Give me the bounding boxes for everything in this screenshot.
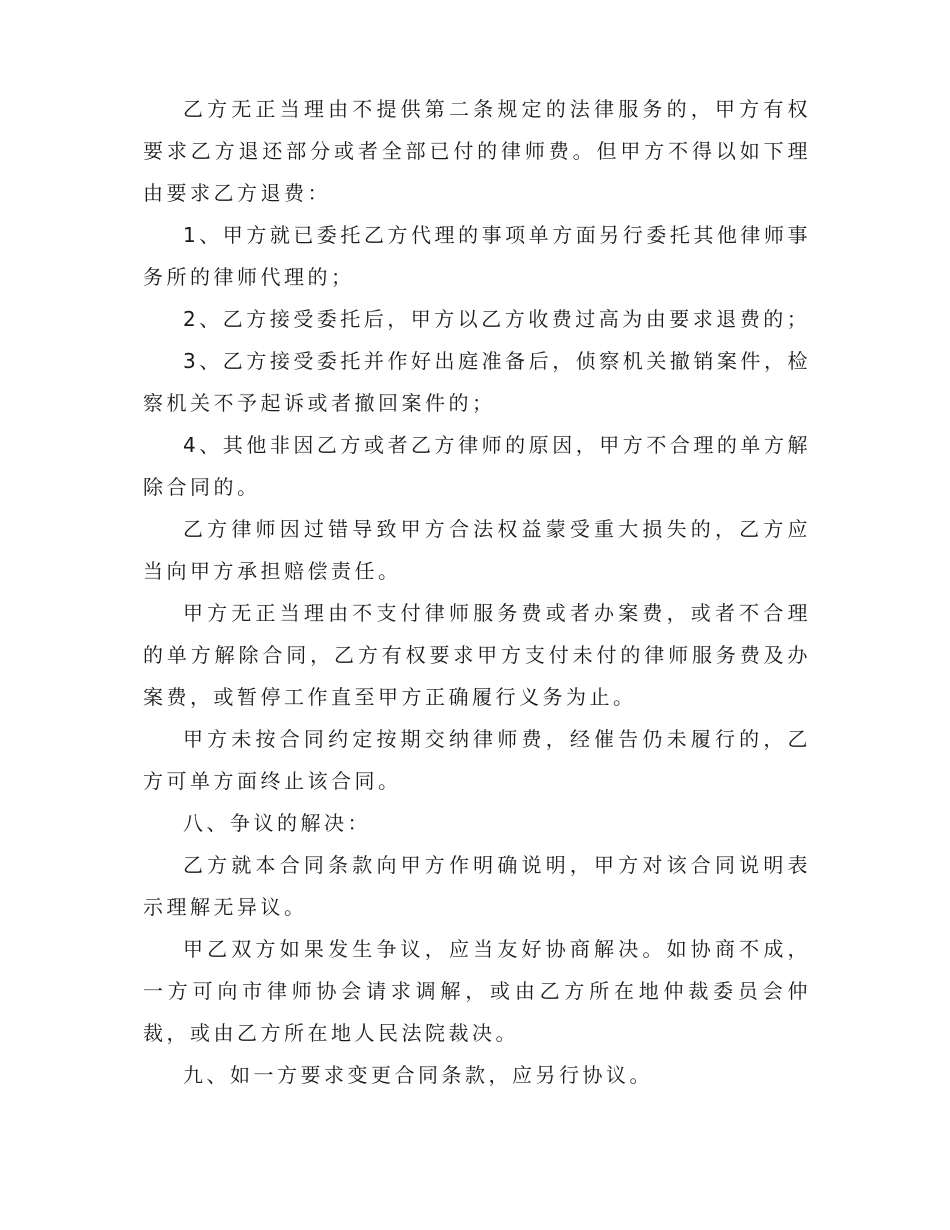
section-heading-amendment: 九、如一方要求变更合同条款，应另行协议。: [183, 1063, 653, 1087]
document-body: [143, 88, 811, 1096]
paragraph-termination: 甲方未按合同约定按期交纳律师费，经催告仍未履行的，乙方可单方面终止该合同。: [143, 727, 811, 793]
paragraph-item-4: 4、其他非因乙方或者乙方律师的原因，甲方不合理的单方解除合同的。: [143, 433, 811, 499]
section-heading-dispute: 八、争议的解决：: [183, 811, 371, 835]
paragraph-item-1: 1、甲方就已委托乙方代理的事项单方面另行委托其他律师事务所的律师代理的；: [143, 223, 811, 289]
paragraph-unpaid-fees: 甲方无正当理由不支付律师服务费或者办案费，或者不合理的单方解除合同，乙方有权要求甲方支付未付的律师服务费及办案费，或暂停工作直至甲方正确履行义务为止。: [143, 601, 811, 709]
paragraph-refund-conditions: 乙方无正当理由不提供第二条规定的法律服务的，甲方有权要求乙方退还部分或者全部已付的律师费。但甲方不得以如下理由要求乙方退费：: [143, 97, 811, 205]
paragraph-explanation: 乙方就本合同条款向甲方作明确说明，甲方对该合同说明表示理解无异议。: [143, 853, 811, 919]
paragraph-dispute-resolution: 甲乙双方如果发生争议，应当友好协商解决。如协商不成，一方可向市律师协会请求调解，或由乙方所在地仲裁委员会仲裁，或由乙方所在地人民法院裁决。: [143, 937, 811, 1045]
paragraph-item-2: 2、乙方接受委托后，甲方以乙方收费过高为由要求退费的；: [183, 307, 811, 331]
paragraph-compensation: 乙方律师因过错导致甲方合法权益蒙受重大损失的，乙方应当向甲方承担赔偿责任。: [143, 517, 811, 583]
paragraph-item-3: 3、乙方接受委托并作好出庭准备后，侦察机关撤销案件，检察机关不予起诉或者撤回案件的；: [143, 349, 811, 415]
